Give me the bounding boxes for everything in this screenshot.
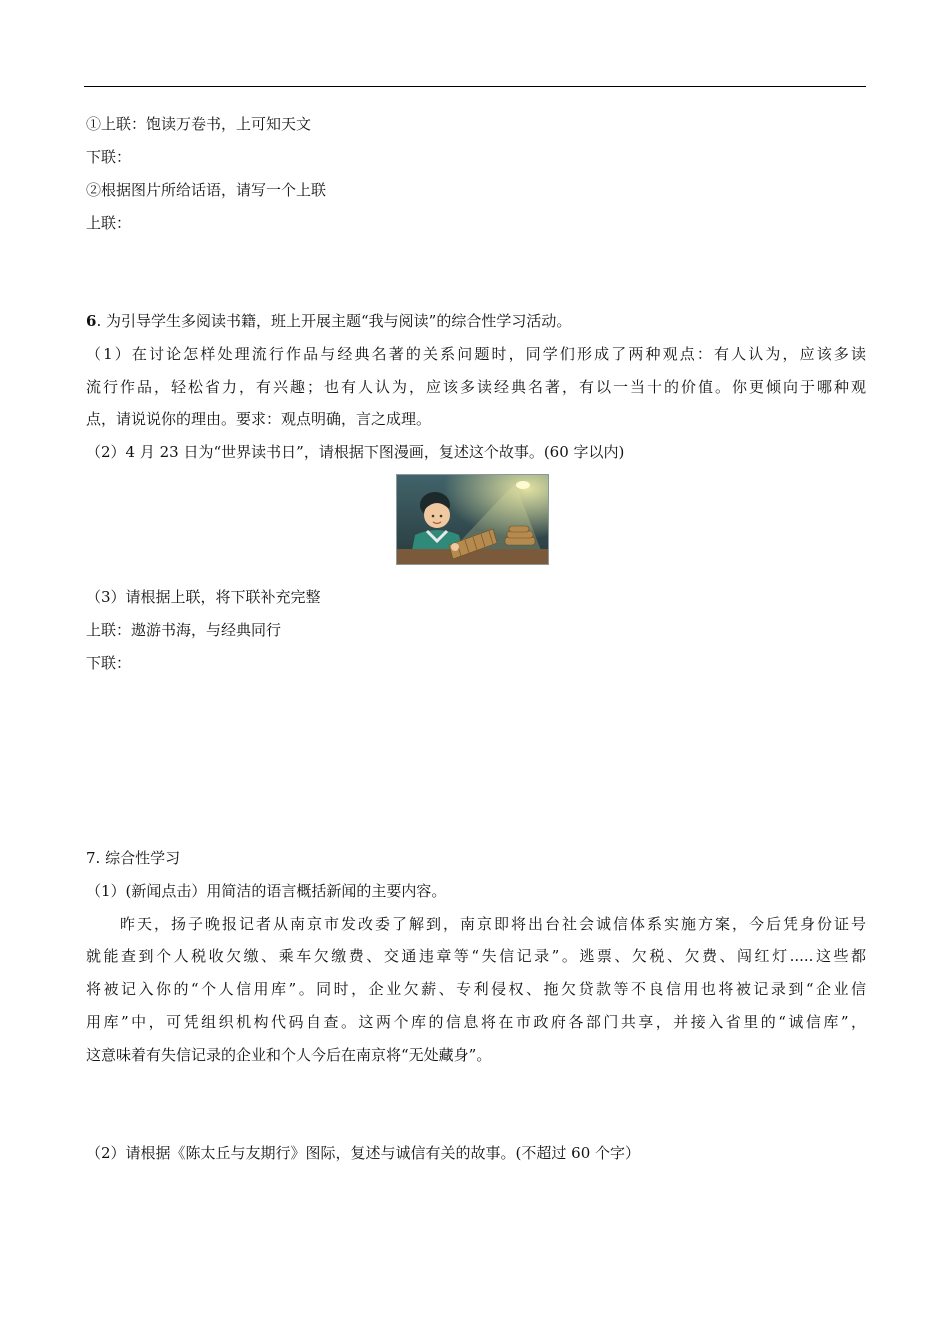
q7-news-line1: 昨天，扬子晚报记者从南京市发改委了解到，南京即将出台社会诚信体系实施方案，今后凭身份证号 xyxy=(120,915,866,933)
q7-news-line3: 将被记入你的“个人信用库”。同时，企业欠薪、专利侵权、拖欠贷款等不良信用也将被记录到“企业信 xyxy=(86,980,866,998)
q6-number: 6 xyxy=(86,312,97,330)
q7-news-line5: 这意味着有失信记录的企业和个人今后在南京将“无处藏身”。 xyxy=(86,1046,492,1064)
q5-item1: ①上联：饱读万卷书，上可知天文 xyxy=(86,115,312,133)
cartoon-boy-reading-icon xyxy=(397,475,549,565)
q7-p2: （2）请根据《陈太丘与友期行》图际，复述与诚信有关的故事。(不超过 60 个字） xyxy=(86,1144,641,1162)
q6-p2: （2）4 月 23 日为“世界读书日”，请根据下图漫画，复述这个故事。(60 字以内) xyxy=(86,443,625,461)
q6-intro: . 为引导学生多阅读书籍，班上开展主题“我与阅读”的综合性学习活动。 xyxy=(96,312,572,330)
q6-p1-line1: （1）在讨论怎样处理流行作品与经典名著的关系问题时，同学们形成了两种观点：有人认为，应该多读 xyxy=(86,345,866,363)
q6-upper: 上联：遨游书海，与经典同行 xyxy=(86,621,282,639)
q7-news-line2: 就能查到个人税收欠缴、乘车欠缴费、交通违章等“失信记录”。逃票、欠税、欠费、闯红灯.....这些都 xyxy=(86,947,866,965)
q6-intro-line xyxy=(86,311,571,331)
q5-item1-lower: 下联： xyxy=(86,148,132,166)
q6-p3: （3）请根据上联，将下联补充完整 xyxy=(86,588,321,606)
q6-lower: 下联： xyxy=(86,654,132,672)
q5-item2-upper: 上联： xyxy=(86,214,132,232)
q6-p1-line2: 流行作品，轻松省力，有兴趣；也有人认为，应该多读经典名著，有以一当十的价值。你更倾向于哪种观 xyxy=(86,378,866,396)
reading-illustration xyxy=(396,474,549,565)
q7-title: 7. 综合性学习 xyxy=(86,849,181,867)
q7-p1: （1）(新闻点击）用简洁的语言概括新闻的主要内容。 xyxy=(86,882,447,900)
q7-news-line4: 用库”中，可凭组织机构代码自查。这两个库的信息将在市政府各部门共享，并接入省里的“诚信库”， xyxy=(86,1013,866,1031)
q5-item2: ②根据图片所给话语，请写一个上联 xyxy=(86,181,327,199)
q6-p1-line3: 点，请说说你的理由。要求：观点明确，言之成理。 xyxy=(86,410,432,428)
header-rule xyxy=(84,86,866,87)
